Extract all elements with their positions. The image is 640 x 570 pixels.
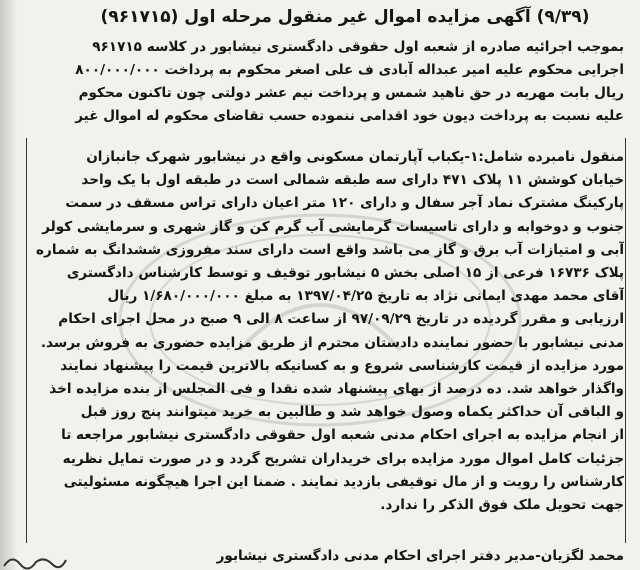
body-line: ارزیابی و مقرر گردیده در تاریخ ۹۷/۰۹/۲۹ از ساعت ۸ الی ۹ صبح در محل اجرای احکام: [58, 311, 624, 328]
intro-line: بموجب اجرائیه صادره از شعبه اول حقوقی دادگستری نیشابور در کلاسه ۹۶۱۷۱۵: [92, 39, 624, 55]
intro-line: اجرایی محکوم علیه امیر عبداله آبادی ف علی اصغر محکوم به پرداخت ۸۰۰/۰۰۰/۰۰۰: [75, 62, 624, 78]
notice-intro: [14, 36, 624, 128]
intro-line: علیه نسبت به پرداخت دیون خود اقدامی ننموده حسب تقاضای محکوم له اموال غیر: [75, 108, 624, 124]
body-line: از انجام مزایده به اجرای احکام مدنی شعبه اول حقوقی دادگستری نیشابور مراجعه تا: [61, 427, 624, 444]
body-line: جنوب و دوخوابه و دارای تاسیسات گرمایشی آب گرم کن و گاز شهری و سرمایشی کولر: [42, 218, 624, 235]
body-line: خیابان کوشش ۱۱ پلاک ۴۷۱ دارای سه طبقه شمالی است در طبقه اول با یک واحد: [81, 172, 624, 189]
body-line: منقول نامبرده شامل:۱-یکباب آپارتمان مسکونی واقع در نیشابور شهرک جانبازان: [86, 149, 624, 165]
body-line: جهت تحویل ملک فوق الذکر را ندارد.: [380, 497, 624, 514]
notice-title: (۹/۳۹) آگهی مزایده اموال غیر منقول مرحله اول (۹۶۱۷۱۵): [100, 7, 590, 27]
body-line: جزئیات کامل اموال مورد مزایده برای خریداران تشریح گردد و در صورت تمایل نظریه: [62, 450, 624, 467]
frame-left-border: [26, 138, 27, 543]
notice-body: [30, 146, 624, 517]
body-line: مورد مزایده از قیمت کارشناسی شروع و به کسانیکه بالاترین قیمت را پیشنهاد نمایند: [60, 357, 624, 374]
body-line: مدنی نیشابور با حضور نماینده دادستان محترم از طریق مزایده حضوری به فروش برسد.: [40, 334, 624, 351]
body-line: و الباقی آن حداکثر یکماه وصول خواهد شد و طالبین به خرید میتوانند پنج روز قبل: [80, 404, 624, 421]
body-line: آقای محمد مهدی ایمانی نژاد به تاریخ ۱۳۹۷/۰۴/۲۵ به مبلغ ۱/۶۸۰/۰۰۰/۰۰۰ ریال: [107, 288, 624, 305]
body-line: کارشناس را رویت و از مال توقیفی بازدید نمایند . ضمنا این اجرا هیچگونه مسئولیتی: [63, 473, 624, 490]
frame-right-border: [625, 138, 626, 543]
body-line: پارکینگ مشترک نماد آجر سفال و دارای ۱۲۰ متر اعیان دارای تراس مسقف در سمت: [65, 195, 624, 212]
intro-line: ریال بابت مهریه در حق ناهید شمس و پرداخت نیم عشر دولتی چون تاکنون محکوم: [78, 85, 624, 101]
body-line: پلاک ۱۶۷۳۶ فرعی از ۱۵ اصلی بخش ۵ نیشابور توقیف و توسط کارشناس دادگستری: [66, 265, 624, 282]
body-line: واگذار خواهد شد. ده درصد از بهای پیشنهاد شده نقدا و فی المجلس از بنده مزایده اخذ: [49, 381, 624, 398]
notice-signature: محمد لگزیان-مدیر دفتر اجرای احکام مدنی دادگستری نیشابور: [216, 548, 624, 564]
handwritten-mark-icon: [0, 552, 70, 570]
body-line: آبی و امتیازات آب برق و گاز می باشد واقع است دارای سند مفروزی ششدانگ به شماره: [35, 241, 624, 258]
